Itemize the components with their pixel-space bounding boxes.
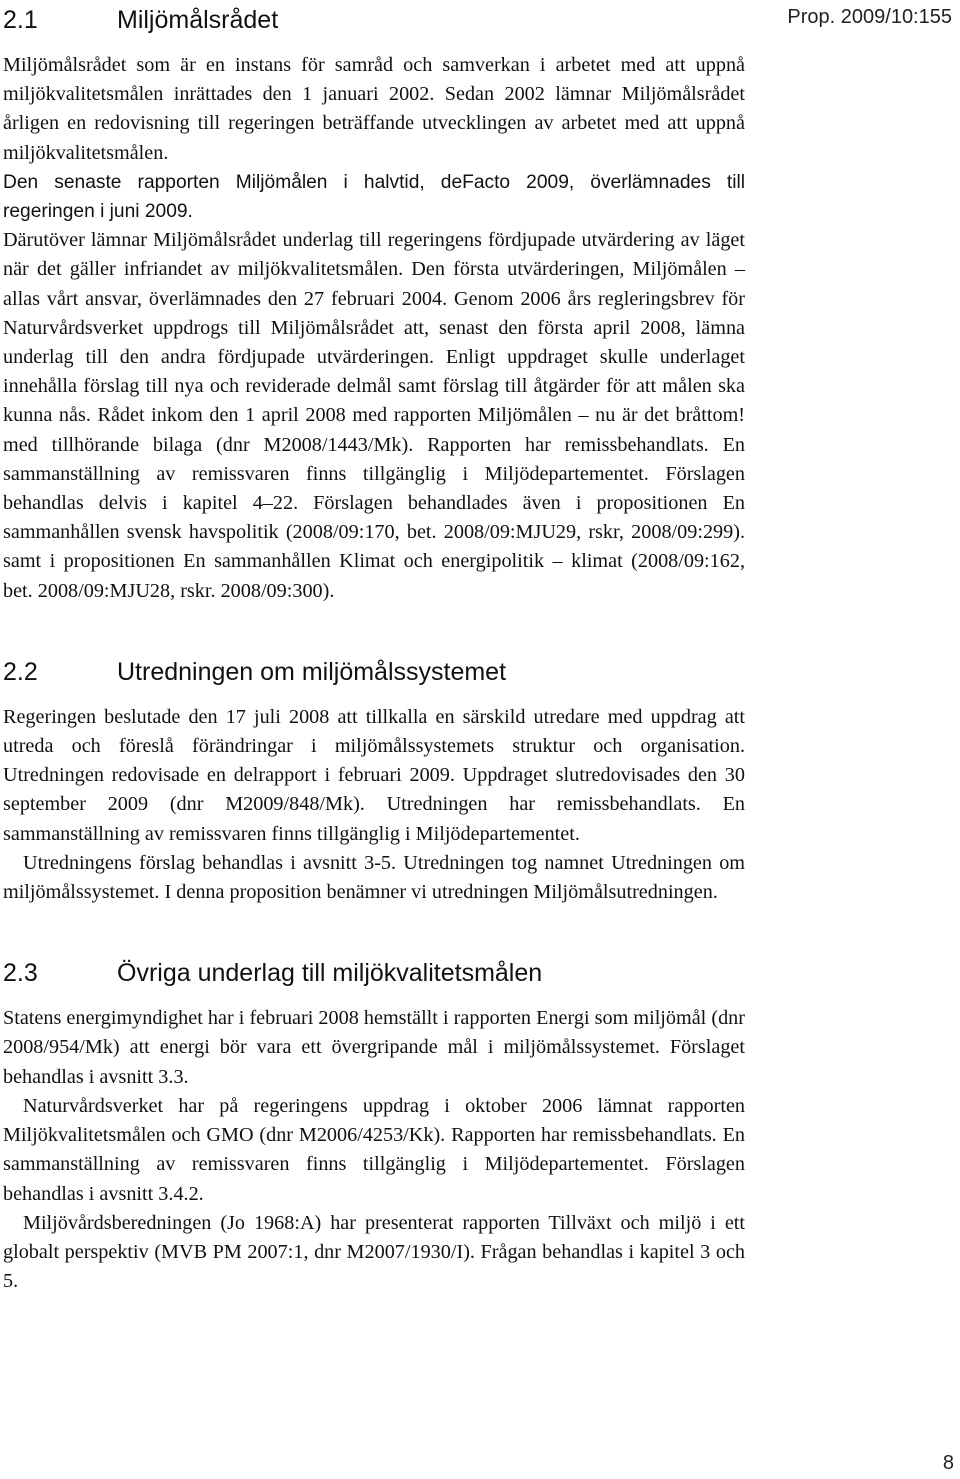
prop-reference: Prop. 2009/10:155 [787,6,952,28]
section-title: Övriga underlag till miljökvalitetsmålen [117,959,543,988]
section-2-2 [3,658,745,907]
paragraph: Miljömålsrådet som är en instans för samråd och samverkan i arbetet med att uppnå miljökvalitetsmålen inrättades den 1 januari 2002. Sedan 2002 lämnar Miljömålsrådet årligen en redovisning till regeringen beträffande utvecklingen av arbetet med att uppnå miljökvalitetsmålen. [3,54,745,164]
paragraph: Därutöver lämnar Miljömålsrådet underlag till regeringens fördjupade utvärdering av läget när det gäller infriandet av miljökvalitetsmålen. Den första utvärderingen, Miljömålen – allas vårt ansvar, överlämnades den 27 februari 2004. Genom 2006 års regleringsbrev för Naturvårdsverket uppdrogs till Miljömålsrådet att, senast den första april 2008, lämna underlag till den andra fördjupade utvärderingen. Enligt uppdraget skulle underlaget innehålla förslag till nya och reviderade delmål samt förslag till åtgärder för att målen ska kunna nås. Rådet inkom den 1 april 2008 med rapporten Miljömålen – nu är det bråttom! med tillhörande bilaga (dnr M2008/1443/Mk). Rapporten har remissbehandlats. En sammanställning av remissvaren finns tillgänglig i Miljödepartementet. Förslagen behandlas delvis i kapitel 4–22. Förslagen behandlades även i propositionen En sammanhållen svensk havspolitik (2008/09:170, bet. 2008/09:MJU29, rskr, 2008/09:299). samt i propositionen En sammanhållen Klimat och energipolitik – klimat (2008/09:162, bet. 2008/09:MJU28, rskr. 2008/09:300). [3,229,745,602]
paragraph: Regeringen beslutade den 17 juli 2008 att tillkalla en särskild utredare med uppdrag att utreda och föreslå förändringar i miljömålssystemets struktur och organisation. Utredningen redovisade en delrapport i februari 2009. Uppdraget slutredovisades den 30 september 2009 (dnr M2009/848/Mk). Utredningen har remissbehandlats. En sammanställning av remissvaren finns tillgänglig i Miljödepartementet. [3,705,745,845]
section-number: 2.2 [3,657,38,686]
section-title: Utredningen om miljömålssystemet [117,657,507,686]
section-2-3 [3,959,745,1296]
document-page [3,0,745,1296]
section-number: 2.1 [3,6,38,34]
paragraph: Den senaste rapporten Miljömålen i halvtid, deFacto 2009, överlämnades till regeringen i juni 2009. [3,171,745,223]
section-heading [3,658,745,687]
section-heading [3,6,745,35]
section-title: Miljömålsrådet [117,6,279,34]
section-2-1 [3,6,745,606]
paragraph: Statens energimyndighet har i februari 2008 hemställt i rapporten Energi som miljömål (dnr 2008/954/Mk) att energi bör vara ett övergripande mål i miljömålssystemet. Förslaget behandlas i avsnitt 3.3. [3,1007,745,1088]
paragraph: Miljövårdsberedningen (Jo 1968:A) har presenterat rapporten Tillväxt och miljö i ett globalt perspektiv (MVB PM 2007:1, dnr M2007/1930/I). Frågan behandlas i kapitel 3 och 5. [3,1211,745,1293]
page-number: 8 [942,1452,954,1474]
section-heading [3,959,745,988]
paragraph: Utredningens förslag behandlas i avsnitt 3-5. Utredningen tog namnet Utredningen om miljömålssystemet. I denna proposition benämner vi utredningen Miljömålsutredningen. [3,851,745,904]
section-number: 2.3 [3,959,38,988]
paragraph: Naturvårdsverket har på regeringens uppdrag i oktober 2006 lämnat rapporten Miljökvalitetsmålen och GMO (dnr M2006/4253/Kk). Rapporten har remissbehandlats. En sammanställning av remissvaren finns tillgänglig i Miljödepartementet. Förslagen behandlas i avsnitt 3.4.2. [3,1094,745,1205]
